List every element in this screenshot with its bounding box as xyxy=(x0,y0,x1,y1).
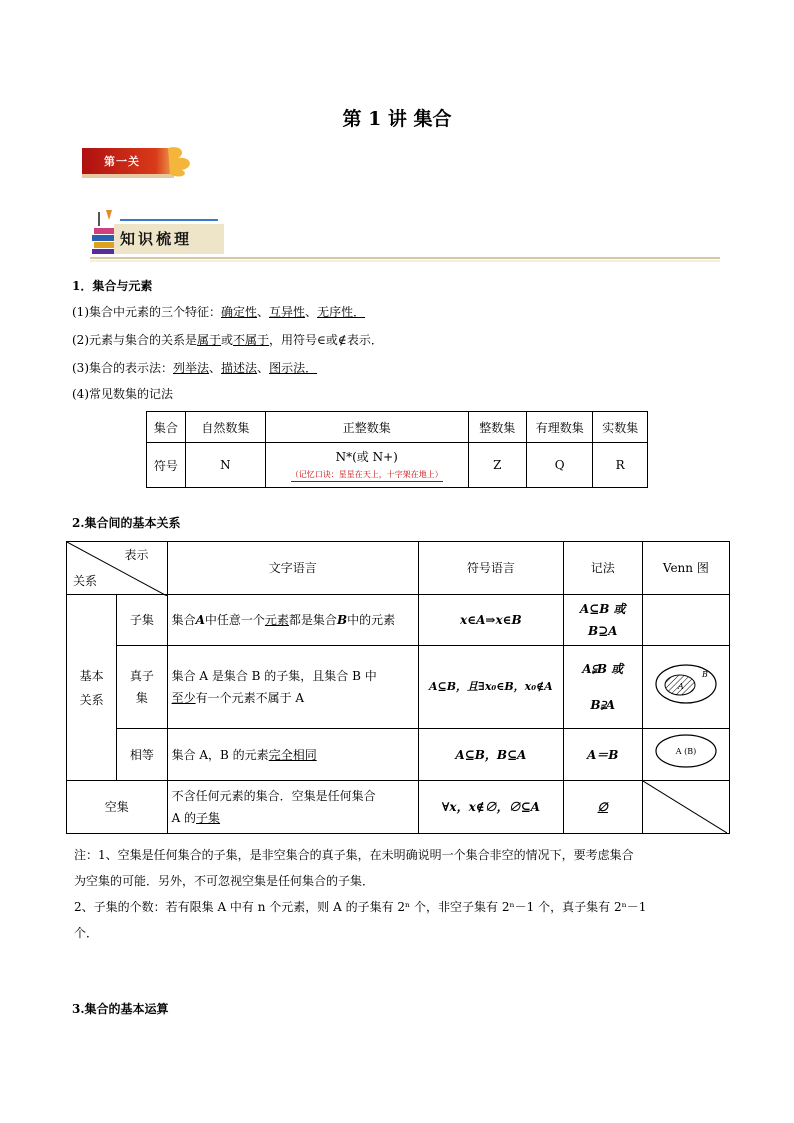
corner-cell xyxy=(67,542,168,595)
group-label: 基本关系 xyxy=(67,595,117,781)
relation-table xyxy=(66,541,730,834)
table-header: 实数集 xyxy=(593,412,648,443)
mnemonic-note: （记忆口诀：星星在天上，十字架在地上） xyxy=(291,469,443,482)
table-row xyxy=(67,542,730,595)
venn-cell xyxy=(642,646,729,729)
knowledge-banner xyxy=(90,208,720,264)
table-row xyxy=(147,443,648,488)
venn-equal-label: A (B) xyxy=(675,747,697,756)
numset-table xyxy=(146,411,648,488)
notation: A⊆B 或 B⊇A xyxy=(563,595,642,646)
symbol-language: x∈A⇒x∈B xyxy=(419,595,564,646)
symbol-language: ∀x，x∉∅，∅⊆A xyxy=(419,781,564,834)
table-header: 文字语言 xyxy=(167,542,418,595)
notation: A＝B xyxy=(563,729,642,781)
row-name: 真子集 xyxy=(117,646,167,729)
corner-bottom: 关系 xyxy=(73,574,98,588)
venn-cell xyxy=(642,729,729,781)
page-title: 第 1 讲 集合 xyxy=(342,108,452,130)
corner-top: 表示 xyxy=(124,548,149,562)
venn-cell xyxy=(642,595,729,646)
diagonal-line xyxy=(643,781,727,833)
section1-item2: (2)元素与集合的关系是属于或不属于，用符号∈或∉表示． xyxy=(72,333,383,347)
text-language: 不含任何元素的集合．空集是任何集合 A 的子集 xyxy=(167,781,418,834)
positive-int-symbol: N*(或 N+) xyxy=(335,450,398,464)
table-header: 有理数集 xyxy=(527,412,593,443)
table-header: 自然数集 xyxy=(185,412,265,443)
table-header: Venn 图 xyxy=(642,542,729,595)
section1-item1: (1)集合中元素的三个特征：确定性、互异性、无序性． xyxy=(72,305,366,319)
symbol-language: A⊆B，且∃x₀∈B，x₀∉A xyxy=(419,646,564,729)
table-row xyxy=(67,595,730,646)
table-header: 记法 xyxy=(563,542,642,595)
table-header: 正整数集 xyxy=(265,412,468,443)
section1-item3: (3)集合的表示法：列举法、描述法、图示法． xyxy=(72,361,318,375)
text-language: 集合 A，B 的元素完全相同 xyxy=(167,729,418,781)
table-row xyxy=(67,729,730,781)
notation: A⫋B 或 B⫌A xyxy=(563,646,642,729)
symbol-language: A⊆B，B⊆A xyxy=(419,729,564,781)
section3-heading: 3.集合的基本运算 xyxy=(72,1002,169,1016)
row-name: 相等 xyxy=(117,729,167,781)
note-2: 2、子集的个数：若有限集 A 中有 n 个元素，则 A 的子集有 2ⁿ 个，非空子集有 2ⁿ－1 个，真子集有 2ⁿ－1 个． xyxy=(74,900,647,940)
table-header: 集合 xyxy=(147,412,186,443)
table-row xyxy=(147,412,648,443)
table-row xyxy=(67,646,730,729)
text-language: 集合 A 是集合 B 的子集，且集合 B 中 至少有一个元素不属于 A xyxy=(167,646,418,729)
table-cell xyxy=(265,443,468,488)
table-row xyxy=(67,781,730,834)
venn-outer-label: B xyxy=(701,669,708,679)
level-banner-label: 第一关 xyxy=(104,155,140,168)
venn-proper-subset-icon xyxy=(653,661,719,707)
note-1: 注：1、空集是任何集合的子集，是非空集合的真子集，在未明确说明一个集合非空的情况下，要考虑集合 为空集的可能．另外，不可忽视空集是任何集合的子集． xyxy=(74,848,634,888)
row-name: 子集 xyxy=(117,595,167,646)
table-cell: Z xyxy=(468,443,526,488)
table-cell: Q xyxy=(527,443,593,488)
venn-cell-empty xyxy=(642,781,729,834)
notation: ∅ xyxy=(563,781,642,834)
venn-inner-label: A xyxy=(677,681,684,691)
section1-heading: 1．集合与元素 xyxy=(72,279,153,293)
table-cell: 符号 xyxy=(147,443,186,488)
table-header: 符号语言 xyxy=(419,542,564,595)
section1-item4: (4)常见数集的记法 xyxy=(72,387,173,401)
level-banner xyxy=(82,144,194,180)
knowledge-banner-label: 知识梳理 xyxy=(120,230,193,248)
section2-heading: 2.集合间的基本关系 xyxy=(72,516,181,530)
table-cell: R xyxy=(593,443,648,488)
venn-equal-icon xyxy=(653,731,719,771)
text-language: 集合A中任意一个元素都是集合B中的元素 xyxy=(167,595,418,646)
row-name: 空集 xyxy=(67,781,168,834)
table-cell: N xyxy=(185,443,265,488)
table-header: 整数集 xyxy=(468,412,526,443)
